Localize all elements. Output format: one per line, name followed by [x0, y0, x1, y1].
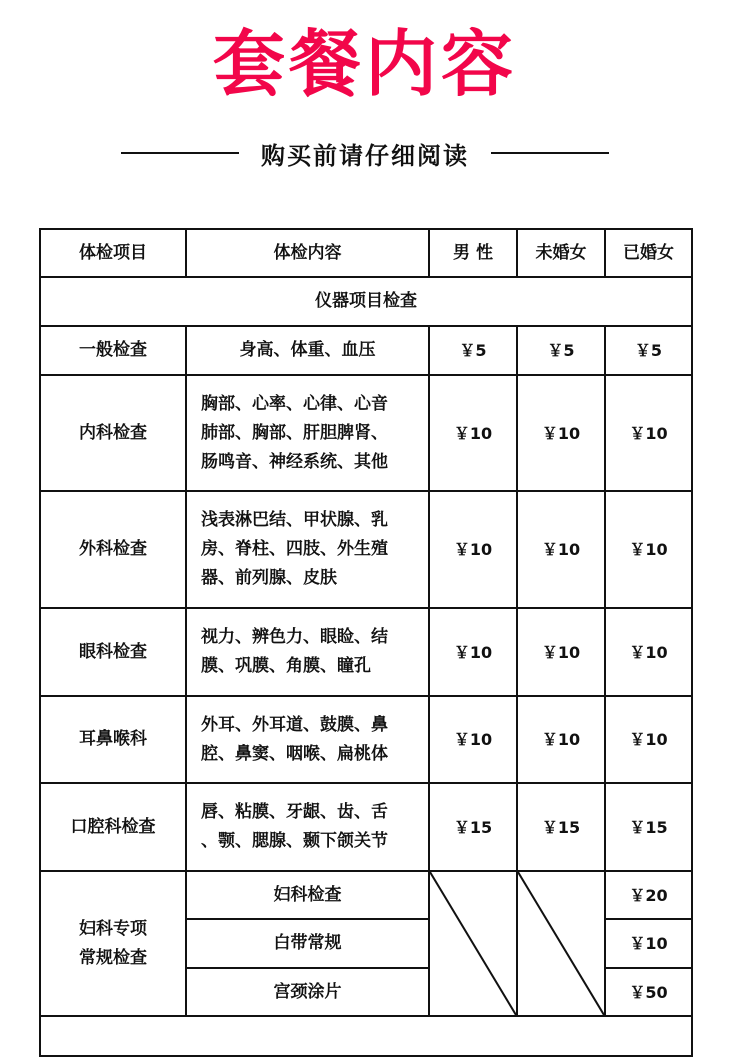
price-male: ￥15	[429, 783, 517, 871]
gyn-sub-name: 妇科检查	[186, 871, 429, 919]
content-line: 房、脊柱、四肢、外生殖	[201, 539, 388, 559]
price-unmarried: ￥10	[517, 491, 605, 608]
gyn-item-line: 常规检查	[79, 947, 147, 968]
row-content	[186, 783, 429, 871]
row-content	[186, 491, 429, 608]
section-row	[40, 277, 692, 326]
price-married: ￥5	[605, 326, 692, 375]
header-unmarried-female: 未婚女	[517, 229, 605, 277]
table-bottom-row	[40, 1016, 692, 1056]
page-title: 套餐内容	[212, 22, 517, 106]
content-line: 腔、鼻窦、咽喉、扁桃体	[201, 743, 388, 764]
gyn-sub-name: 宫颈涂片	[186, 968, 429, 1016]
gyn-item-line: 妇科专项	[79, 918, 147, 939]
content-line: 胸部、心率、心律、心音	[201, 393, 388, 414]
unmarried-not-applicable	[517, 871, 605, 1016]
content-line: 肺部、胸部、肝胆脾肾、	[201, 422, 388, 443]
package-table	[39, 228, 693, 1057]
price-unmarried: ￥5	[517, 326, 605, 375]
row-item: 耳鼻喉科	[40, 696, 186, 783]
row-item: 外科检查	[40, 491, 186, 608]
content-line: 唇、粘膜、牙龈、齿、舌	[201, 802, 388, 822]
content-line: 外耳、外耳道、鼓膜、鼻	[201, 714, 388, 735]
content-line: 肠鸣音、神经系统、其他	[201, 451, 388, 472]
gyn-row	[40, 871, 692, 919]
male-not-applicable	[429, 871, 517, 1016]
gyn-item	[40, 871, 186, 1016]
header-male: 男 性	[429, 229, 517, 277]
price-married: ￥15	[605, 783, 692, 871]
price-male: ￥5	[429, 326, 517, 375]
row-item: 内科检查	[40, 375, 186, 491]
price-married: ￥10	[605, 608, 692, 696]
price-unmarried: ￥10	[517, 608, 605, 696]
section-title: 仪器项目检查	[40, 277, 692, 326]
price-male: ￥10	[429, 696, 517, 783]
content-line: 身高、体重、血压	[239, 340, 376, 360]
price-unmarried: ￥10	[517, 696, 605, 783]
table-row	[40, 696, 692, 783]
price-married: ￥10	[605, 491, 692, 608]
gyn-sub-name: 白带常规	[186, 919, 429, 968]
price-male: ￥10	[429, 375, 517, 491]
content-line: 浅表淋巴结、甲状腺、乳	[201, 510, 388, 530]
subtitle-left-rule	[121, 152, 239, 154]
row-content	[186, 696, 429, 783]
diagonal-slash	[430, 872, 516, 1015]
subtitle-row	[0, 128, 730, 178]
content-line: 视力、辨色力、眼睑、结	[201, 627, 388, 647]
gyn-price-married: ￥20	[605, 871, 692, 919]
content-line: 膜、巩膜、角膜、瞳孔	[201, 656, 371, 676]
subtitle-right-rule	[491, 152, 609, 154]
price-male: ￥10	[429, 608, 517, 696]
row-content	[186, 326, 429, 375]
row-content	[186, 375, 429, 491]
price-married: ￥10	[605, 696, 692, 783]
content-line: 、颚、腮腺、颞下颌关节	[201, 831, 388, 851]
row-item: 眼科检查	[40, 608, 186, 696]
table-row	[40, 326, 692, 375]
table-row	[40, 491, 692, 608]
header-row	[40, 229, 692, 277]
table-row	[40, 608, 692, 696]
subtitle: 购买前请仔细阅读	[261, 141, 469, 170]
header-item: 体检项目	[40, 229, 186, 277]
header-content: 体检内容	[186, 229, 429, 277]
content-line: 器、前列腺、皮肤	[201, 568, 337, 588]
gyn-price-married: ￥10	[605, 919, 692, 968]
price-unmarried: ￥15	[517, 783, 605, 871]
package-table-wrap	[39, 228, 693, 1057]
price-unmarried: ￥10	[517, 375, 605, 491]
table-row	[40, 783, 692, 871]
header-married-female: 已婚女	[605, 229, 692, 277]
diagonal-slash	[518, 872, 604, 1015]
row-item: 一般检查	[40, 326, 186, 375]
row-item: 口腔科检查	[40, 783, 186, 871]
table-bottom-cell	[40, 1016, 692, 1056]
table-row	[40, 375, 692, 491]
price-male: ￥10	[429, 491, 517, 608]
price-married: ￥10	[605, 375, 692, 491]
gyn-price-married: ￥50	[605, 968, 692, 1016]
row-content	[186, 608, 429, 696]
